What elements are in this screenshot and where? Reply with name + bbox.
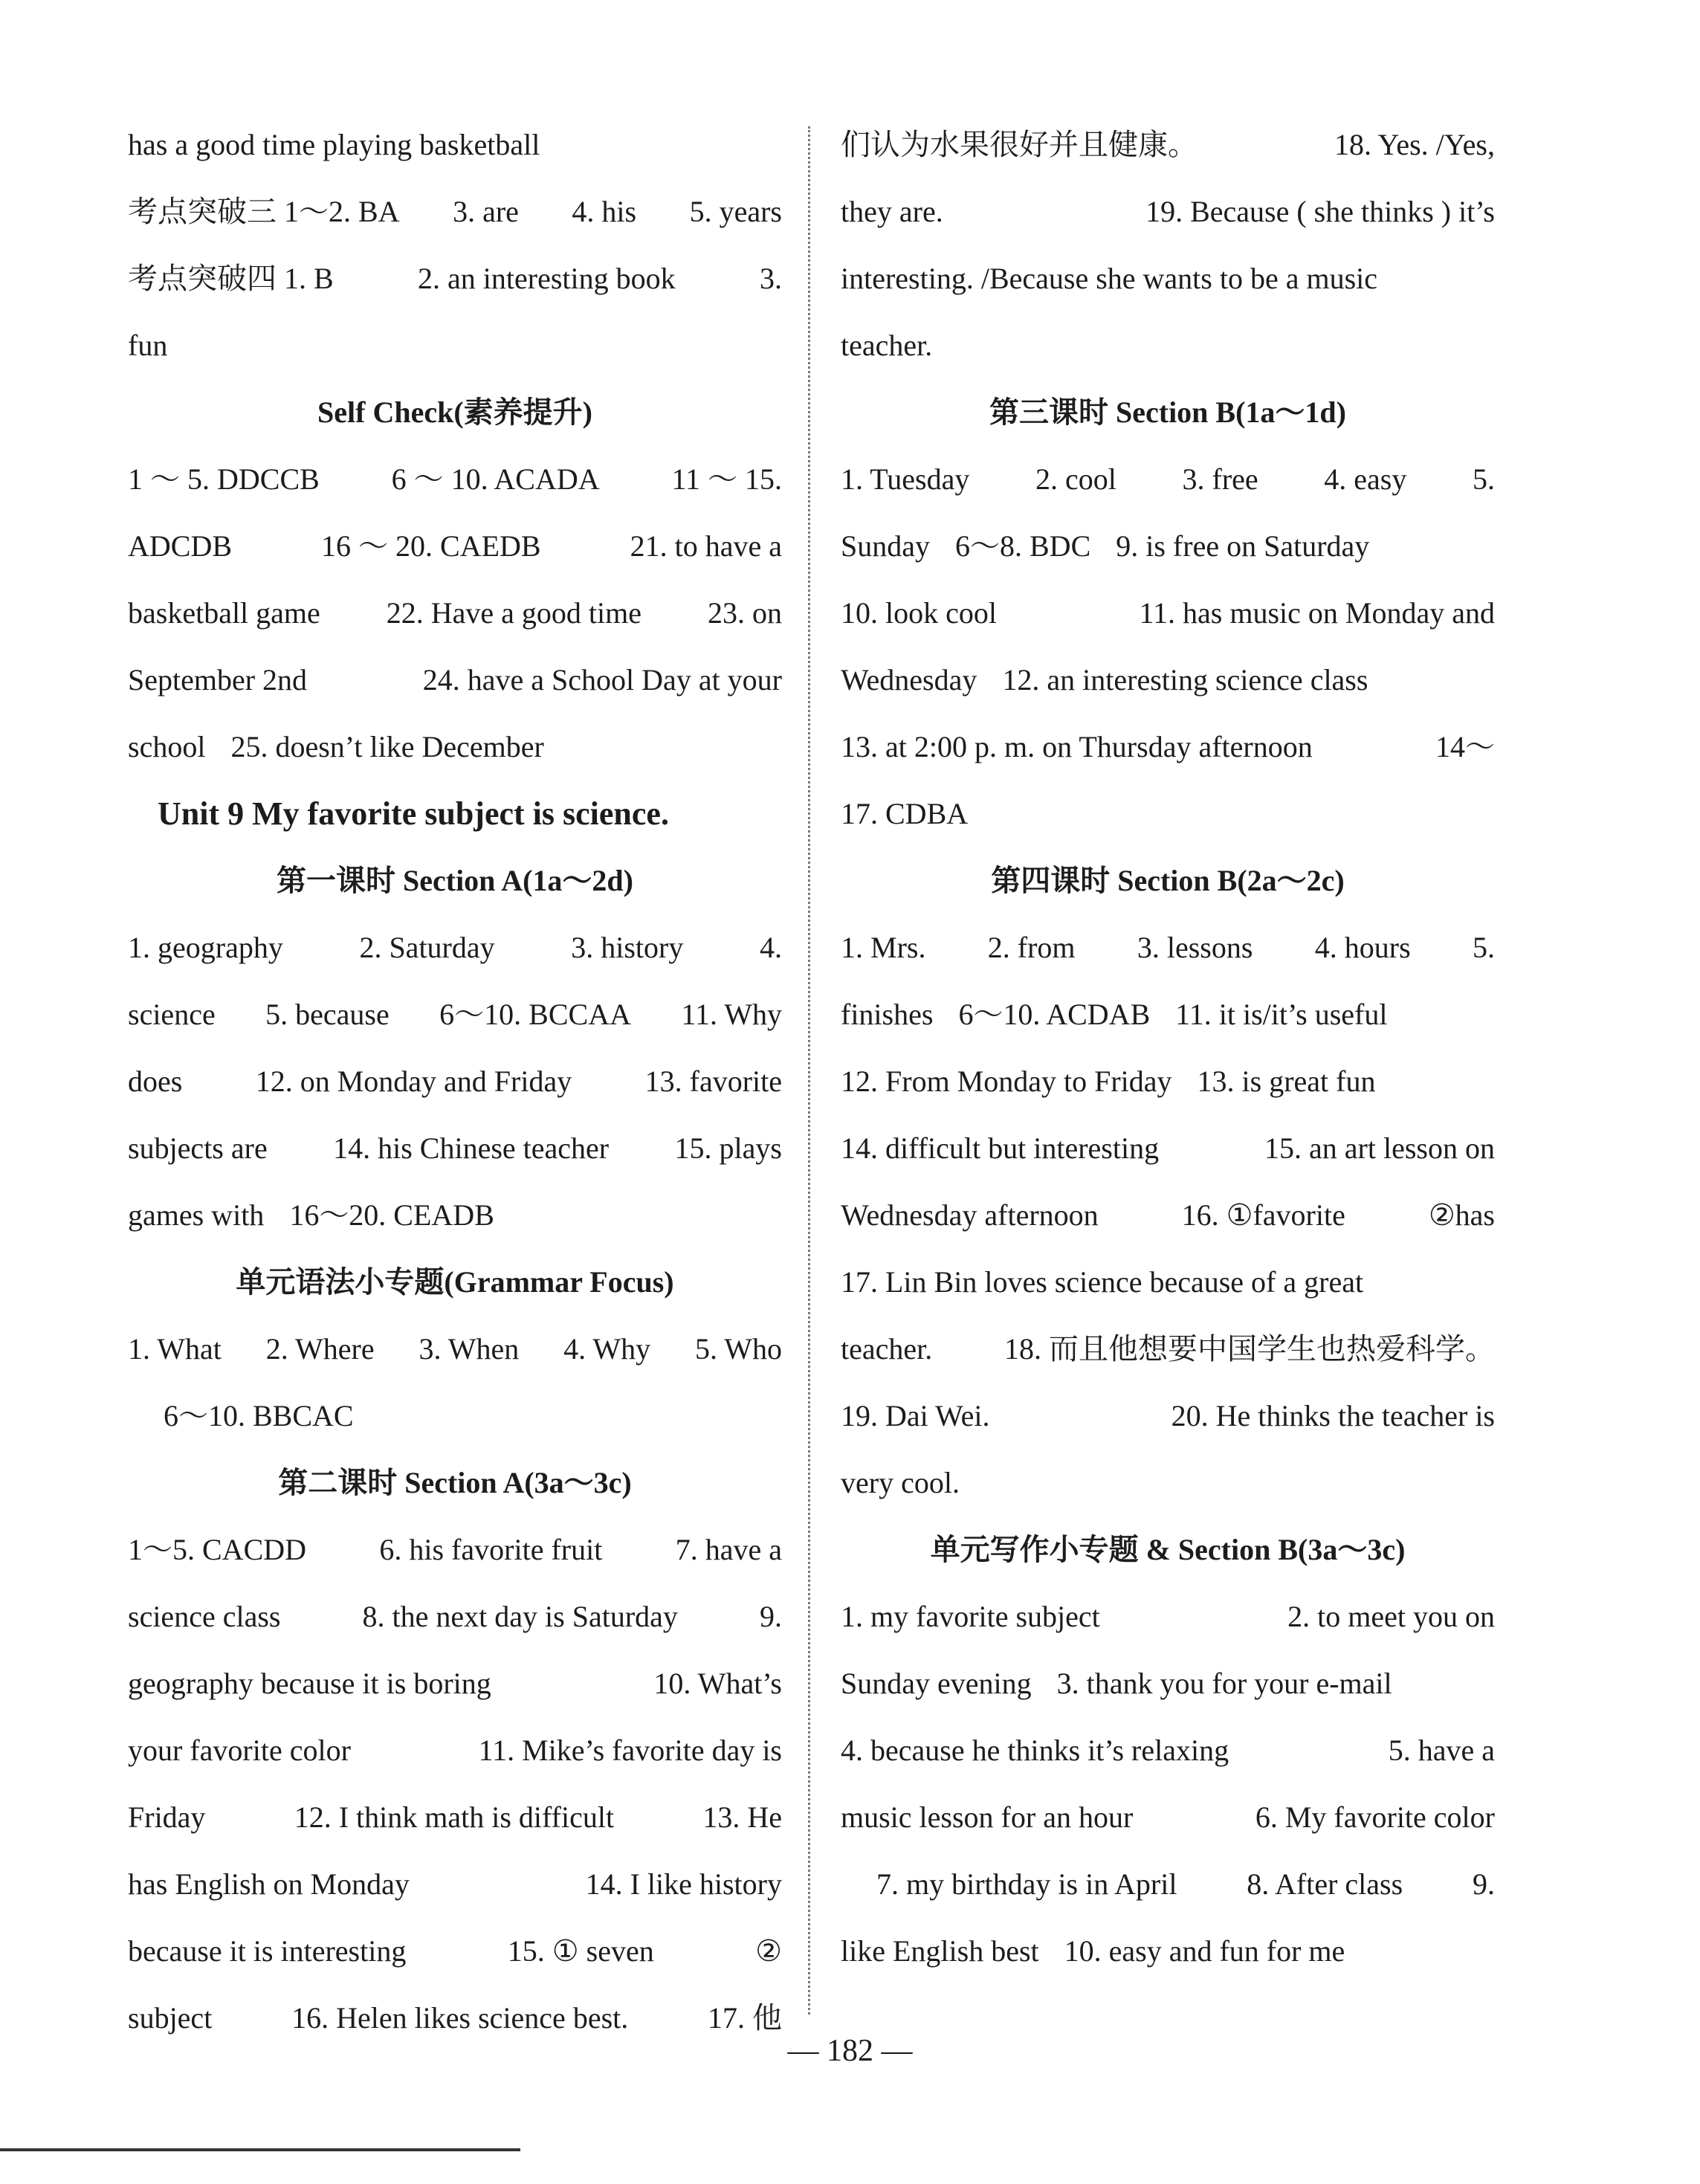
- section-heading: [128, 1249, 782, 1316]
- answer-segment: Self Check(素养提升): [317, 395, 592, 429]
- answer-segment: finishes: [841, 998, 934, 1031]
- answer-segment: 11. Why: [681, 998, 782, 1031]
- answer-line: [841, 312, 1495, 379]
- answer-segment: 5. years: [689, 195, 782, 228]
- answer-line: [841, 1450, 1495, 1516]
- answer-segment: 8. the next day is Saturday: [362, 1600, 678, 1633]
- answer-segment: 1. Mrs.: [841, 931, 926, 964]
- answer-line: [841, 446, 1495, 513]
- answer-line: [841, 1784, 1495, 1851]
- answer-segment: Friday: [128, 1800, 206, 1834]
- answer-segment: music lesson for an hour: [841, 1800, 1134, 1834]
- answer-segment: 2. from: [987, 931, 1076, 964]
- answer-line: [841, 1182, 1495, 1249]
- answer-segment: 3. thank you for your e-mail: [1056, 1667, 1392, 1700]
- answer-segment: Unit 9 My favorite subject is science.: [158, 795, 669, 832]
- answer-segment: Sunday evening: [841, 1667, 1032, 1700]
- answer-line: [128, 513, 782, 580]
- answer-segment: does: [128, 1064, 183, 1098]
- section-heading: [841, 379, 1495, 446]
- answer-segment: has English on Monday: [128, 1867, 410, 1901]
- answer-segment: 20. He thinks the teacher is: [1171, 1399, 1495, 1432]
- bottom-rule: [0, 2148, 520, 2151]
- answer-segment: 们认为水果很好并且健康。: [841, 128, 1198, 161]
- answer-segment: science: [128, 998, 216, 1031]
- answer-line: [841, 1918, 1495, 1985]
- answer-segment: ADCDB: [128, 529, 233, 563]
- answer-segment: interesting. /Because she wants to be a music: [841, 262, 1378, 295]
- answer-segment: Wednesday: [841, 663, 977, 697]
- answer-segment: ②: [755, 1934, 782, 1968]
- answer-segment: 6. his favorite fruit: [379, 1533, 603, 1566]
- section-heading: [128, 379, 782, 446]
- answer-line: [841, 1650, 1495, 1717]
- answer-segment: 4.: [759, 931, 782, 964]
- answer-segment: teacher.: [841, 1332, 933, 1366]
- answer-segment: 18. Yes. /Yes,: [1334, 128, 1495, 161]
- answer-segment: 25. doesn’t like December: [230, 730, 544, 763]
- answer-segment: 3. history: [571, 931, 684, 964]
- answer-line: [128, 178, 782, 245]
- answer-segment: 2. an interesting book: [418, 262, 676, 295]
- right-column: [841, 112, 1495, 1985]
- answer-line: [841, 1383, 1495, 1450]
- answer-segment: games with: [128, 1198, 265, 1232]
- column-divider: [808, 126, 810, 2015]
- answer-segment: 8. After class: [1247, 1867, 1403, 1901]
- answer-segment: 1. Tuesday: [841, 462, 970, 496]
- answer-line: [128, 1316, 782, 1383]
- answer-line: [128, 1182, 782, 1249]
- answer-segment: 3. lessons: [1137, 931, 1253, 964]
- answer-segment: 16. ①favorite: [1181, 1198, 1345, 1232]
- answer-segment: 5.: [1473, 931, 1495, 964]
- answer-segment: 1. my favorite subject: [841, 1600, 1100, 1633]
- answer-segment: 19. Dai Wei.: [841, 1399, 990, 1432]
- answer-segment: 单元语法小专题(Grammar Focus): [236, 1265, 674, 1299]
- left-column: [128, 112, 782, 2052]
- answer-segment: 第一课时 Section A(1a～2d): [277, 864, 633, 897]
- section-heading: [841, 1516, 1495, 1583]
- answer-segment: 4. Why: [563, 1332, 651, 1366]
- answer-segment: 单元写作小专题 & Section B(3a～3c): [930, 1533, 1406, 1566]
- section-heading: [128, 1450, 782, 1516]
- answer-segment: 10. easy and fun for me: [1064, 1934, 1345, 1968]
- answer-segment: 第二课时 Section A(3a～3c): [278, 1466, 632, 1499]
- answer-segment: 7. my birthday is in April: [876, 1867, 1177, 1901]
- answer-segment: 12. an interesting science class: [1002, 663, 1368, 697]
- answer-line: [128, 1048, 782, 1115]
- answer-segment: basketball game: [128, 596, 320, 630]
- answer-segment: teacher.: [841, 329, 933, 362]
- answer-line: [128, 112, 782, 178]
- answer-segment: 11. Mike’s favorite day is: [478, 1734, 782, 1767]
- answer-segment: 4. because he thinks it’s relaxing: [841, 1734, 1229, 1767]
- answer-segment: Wednesday afternoon: [841, 1198, 1099, 1232]
- answer-segment: 11. has music on Monday and: [1139, 596, 1495, 630]
- answer-segment: 12. From Monday to Friday: [841, 1064, 1172, 1098]
- answer-segment: Sunday: [841, 529, 930, 563]
- answer-segment: 9.: [1472, 1867, 1495, 1901]
- answer-segment: 4. hours: [1314, 931, 1411, 964]
- answer-segment: 13. is great fun: [1197, 1064, 1376, 1098]
- section-heading: [841, 847, 1495, 914]
- answer-segment: 17. Lin Bin loves science because of a great: [841, 1265, 1364, 1299]
- answer-line: [841, 1583, 1495, 1650]
- answer-segment: 5. Who: [694, 1332, 782, 1366]
- answer-segment: 1～5. CACDD: [128, 1533, 307, 1566]
- answer-segment: 6～10. BCCAA: [439, 998, 631, 1031]
- answer-segment: 4. easy: [1324, 462, 1407, 496]
- answer-segment: 6. My favorite color: [1255, 1800, 1495, 1834]
- answer-segment: 11 ～ 15.: [671, 462, 782, 496]
- answer-segment: your favorite color: [128, 1734, 351, 1767]
- answer-line: [841, 981, 1495, 1048]
- answer-segment: 9.: [760, 1600, 782, 1633]
- answer-segment: 10. look cool: [841, 596, 997, 630]
- answer-line: [128, 714, 782, 781]
- answer-segment: 6～8. BDC: [955, 529, 1091, 563]
- section-heading: [128, 847, 782, 914]
- answer-segment: 6～10. BBCAC: [164, 1399, 354, 1432]
- answer-segment: school: [128, 730, 206, 763]
- answer-segment: ②has: [1428, 1198, 1495, 1232]
- answer-segment: 14. difficult but interesting: [841, 1131, 1160, 1165]
- answer-line: [128, 580, 782, 647]
- answer-segment: they are.: [841, 195, 943, 228]
- answer-segment: geography because it is boring: [128, 1667, 491, 1700]
- answer-line: [128, 1918, 782, 1985]
- answer-segment: 6～10. ACDAB: [958, 998, 1151, 1031]
- answer-segment: 14. his Chinese teacher: [333, 1131, 610, 1165]
- answer-segment: 16～20. CEADB: [289, 1198, 494, 1232]
- answer-segment: 考点突破四 1. B: [128, 262, 334, 295]
- answer-line: [841, 1115, 1495, 1182]
- answer-segment: 13. at 2:00 p. m. on Thursday afternoon: [841, 730, 1313, 763]
- answer-segment: 21. to have a: [630, 529, 782, 563]
- answer-segment: 12. on Monday and Friday: [255, 1064, 572, 1098]
- answer-segment: because it is interesting: [128, 1934, 407, 1968]
- answer-line: [128, 1383, 782, 1450]
- answer-segment: 1. What: [128, 1332, 222, 1366]
- answer-line: [841, 1717, 1495, 1784]
- answer-line: [841, 1316, 1495, 1383]
- answer-segment: 4. his: [572, 195, 637, 228]
- answer-line: [128, 1851, 782, 1918]
- answer-segment: 15. an art lesson on: [1264, 1131, 1495, 1165]
- answer-segment: 9. is free on Saturday: [1116, 529, 1370, 563]
- answer-segment: 16 ～ 20. CAEDB: [321, 529, 541, 563]
- answer-segment: 11. it is/it’s useful: [1175, 998, 1388, 1031]
- answer-segment: 5.: [1473, 462, 1495, 496]
- answer-line: [841, 580, 1495, 647]
- answer-segment: 3. are: [453, 195, 519, 228]
- answer-segment: has a good time playing basketball: [128, 128, 540, 161]
- answer-line: [128, 1717, 782, 1784]
- answer-line: [841, 914, 1495, 981]
- answer-segment: 22. Have a good time: [386, 596, 642, 630]
- answer-segment: subjects are: [128, 1131, 268, 1165]
- answer-segment: 6 ～ 10. ACADA: [391, 462, 600, 496]
- answer-segment: 2. Saturday: [359, 931, 495, 964]
- answer-line: [841, 1851, 1495, 1918]
- answer-line: [128, 245, 782, 312]
- answer-segment: 1 ～ 5. DDCCB: [128, 462, 320, 496]
- answer-segment: 19. Because ( she thinks ) it’s: [1145, 195, 1495, 228]
- answer-segment: 5. because: [265, 998, 390, 1031]
- answer-line: [128, 981, 782, 1048]
- answer-segment: 考点突破三 1～2. BA: [128, 195, 400, 228]
- answer-line: [128, 1784, 782, 1851]
- answer-segment: 10. What’s: [653, 1667, 782, 1700]
- answer-line: [841, 647, 1495, 714]
- answer-segment: 15. ① seven: [507, 1934, 654, 1968]
- answer-segment: 13. He: [702, 1800, 782, 1834]
- answer-line: [128, 914, 782, 981]
- answer-line: [128, 1516, 782, 1583]
- answer-segment: 2. Where: [265, 1332, 375, 1366]
- answer-segment: 3. When: [418, 1332, 520, 1366]
- answer-segment: 2. to meet you on: [1287, 1600, 1495, 1633]
- answer-segment: 16. Helen likes science best.: [291, 2001, 629, 2035]
- answer-line: [128, 1650, 782, 1717]
- page-number: — 182 —: [787, 2034, 913, 2068]
- answer-segment: fun: [128, 329, 168, 362]
- answer-segment: 24. have a School Day at your: [422, 663, 782, 697]
- answer-segment: subject: [128, 2001, 213, 2035]
- answer-line: [841, 714, 1495, 781]
- answer-segment: 18. 而且他想要中国学生也热爱科学。: [1004, 1332, 1495, 1366]
- answer-segment: 1. geography: [128, 931, 283, 964]
- answer-line: [128, 312, 782, 379]
- answer-segment: 14. I like history: [585, 1867, 782, 1901]
- answer-line: [128, 1583, 782, 1650]
- answer-segment: science class: [128, 1600, 281, 1633]
- answer-line: [841, 781, 1495, 847]
- answer-segment: 12. I think math is difficult: [294, 1800, 615, 1834]
- answer-segment: 15. plays: [674, 1131, 782, 1165]
- answer-line: [128, 647, 782, 714]
- answer-line: [128, 446, 782, 513]
- answer-line: [841, 513, 1495, 580]
- unit-title: [128, 781, 782, 847]
- answer-segment: September 2nd: [128, 663, 308, 697]
- answer-segment: very cool.: [841, 1466, 960, 1499]
- answer-line: [841, 112, 1495, 178]
- answer-segment: 7. have a: [675, 1533, 782, 1566]
- answer-line: [841, 1048, 1495, 1115]
- answer-line: [841, 178, 1495, 245]
- answer-segment: 17. CDBA: [841, 797, 969, 830]
- answer-segment: 第三课时 Section B(1a～1d): [989, 395, 1346, 429]
- answer-segment: like English best: [841, 1934, 1039, 1968]
- answer-segment: 5. have a: [1388, 1734, 1495, 1767]
- answer-segment: 13. favorite: [644, 1064, 782, 1098]
- answer-segment: 第四课时 Section B(2a～2c): [991, 864, 1345, 897]
- answer-segment: 3.: [759, 262, 782, 295]
- answer-segment: 14～: [1435, 730, 1495, 763]
- answer-segment: 17. 他: [708, 2001, 782, 2035]
- answer-line: [841, 245, 1495, 312]
- answer-segment: 2. cool: [1035, 462, 1116, 496]
- answer-line: [128, 1115, 782, 1182]
- answer-segment: 3. free: [1182, 462, 1258, 496]
- answer-line: [841, 1249, 1495, 1316]
- answer-segment: 23. on: [707, 596, 782, 630]
